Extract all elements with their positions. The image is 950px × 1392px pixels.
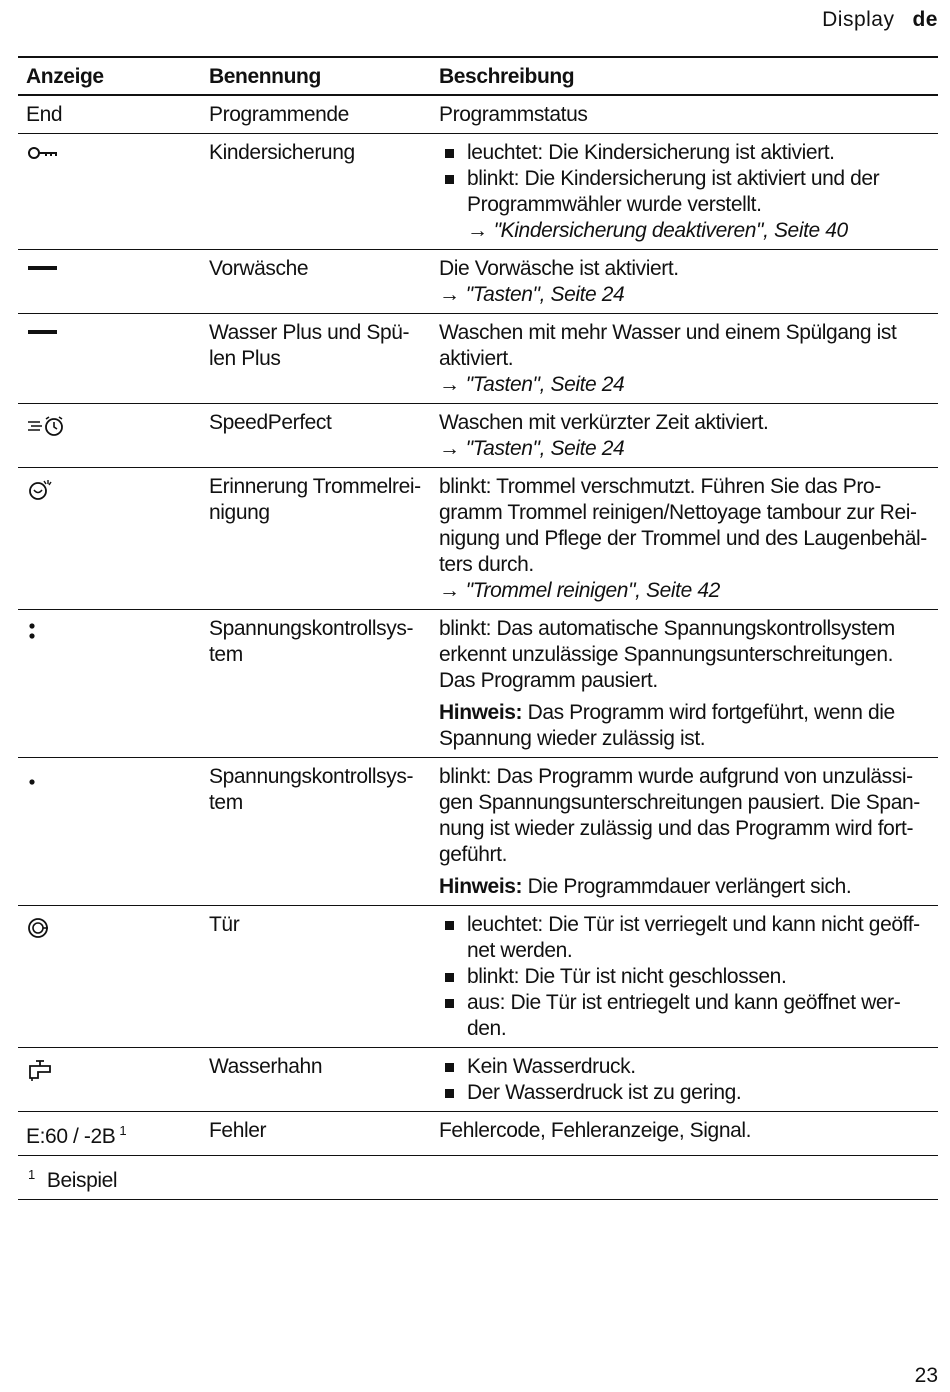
arrow-right-icon: → <box>439 283 460 306</box>
footnote-text: Beispiel <box>46 1169 118 1192</box>
benennung-cell: Kindersicherung <box>209 141 355 164</box>
cross-reference <box>439 578 932 604</box>
door-lock-icon <box>26 916 195 940</box>
anzeige-cell <box>18 134 201 250</box>
page-number: 23 <box>914 1364 938 1387</box>
cross-reference-text: "Tasten", Seite 24 <box>465 283 625 306</box>
anzeige-cell <box>18 610 201 758</box>
description-text: Waschen mit mehr Wasser und einem Spülgang ist aktiviert. <box>439 321 897 370</box>
bar-icon <box>26 324 195 342</box>
drum-clean-icon <box>26 478 195 502</box>
benennung-cell: Programmende <box>209 103 349 126</box>
table-row <box>18 906 938 1048</box>
beschreibung-cell <box>431 134 938 250</box>
table-row <box>18 468 938 610</box>
description-text: blinkt: Das automatische Spannungskontrollsystem erkennt unzulässige Spannungsunterschreitungen. Das Programm pausiert. <box>439 617 895 692</box>
arrow-right-icon: → <box>439 437 460 460</box>
note-label: Hinweis: <box>439 875 523 898</box>
tap-icon <box>26 1058 195 1082</box>
benennung-cell: Spannungskontrollsys-tem <box>209 765 414 814</box>
description-text: Die Vorwäsche ist aktiviert. <box>439 257 679 280</box>
cross-reference <box>439 436 932 462</box>
cross-reference-text: "Trommel reinigen", Seite 42 <box>465 579 720 602</box>
anzeige-cell <box>18 468 201 610</box>
list-item: blinkt: Die Kindersicherung ist aktiviert und der Programmwähler wurde verstellt. <box>439 166 932 218</box>
benennung-cell: Wasserhahn <box>209 1055 323 1078</box>
beschreibung-cell <box>431 250 938 314</box>
anzeige-cell <box>18 1112 201 1156</box>
anzeige-cell <box>18 250 201 314</box>
column-header-anzeige: Anzeige <box>18 57 201 95</box>
beschreibung-cell <box>431 404 938 468</box>
display-table <box>18 56 938 1200</box>
table-row <box>18 250 938 314</box>
cross-reference <box>439 282 932 308</box>
beschreibung-cell <box>431 314 938 404</box>
table-row <box>18 95 938 134</box>
table-row <box>18 1048 938 1112</box>
table-row <box>18 610 938 758</box>
page-header <box>822 8 938 32</box>
bar-icon <box>26 260 195 278</box>
footnote <box>18 1156 938 1200</box>
footnote-marker: 1 <box>119 1123 127 1138</box>
speedperfect-icon <box>26 414 195 438</box>
beschreibung-cell: Fehlercode, Fehleranzeige, Signal. <box>439 1119 752 1142</box>
footnote-number: 1 <box>28 1167 35 1182</box>
table-header-row <box>18 57 938 95</box>
cross-reference-text: "Tasten", Seite 24 <box>465 437 625 460</box>
list-item: aus: Die Tür ist entriegelt und kann geöffnet wer-den. <box>439 990 932 1042</box>
description-text: blinkt: Trommel verschmutzt. Führen Sie das Pro-gramm Trommel reinigen/Nettoyage tambour zur Rei-nigung und Pflege der Trommel und des Laugenbehäl-ters durch. <box>439 475 927 576</box>
note <box>439 874 932 900</box>
beschreibung-cell <box>431 906 938 1048</box>
arrow-right-icon: → <box>439 373 460 396</box>
anzeige-cell <box>18 404 201 468</box>
colon-icon <box>26 620 195 642</box>
beschreibung-cell: Programmstatus <box>439 103 588 126</box>
section-title: Display <box>822 8 895 31</box>
cross-reference-text: "Kindersicherung deaktiveren", Seite 40 <box>493 219 848 242</box>
benennung-cell: Vorwäsche <box>209 257 309 280</box>
description-text: blinkt: Das Programm wurde aufgrund von unzulässi-gen Spannungsunterschreitungen pausiert. Die Span-nung ist wieder zulässig und das Programm wird fort-geführt. <box>439 765 920 866</box>
key-icon <box>26 144 195 162</box>
table-row <box>18 758 938 906</box>
table-row <box>18 314 938 404</box>
cross-reference-text: "Tasten", Seite 24 <box>465 373 625 396</box>
benennung-cell: Wasser Plus und Spü-len Plus <box>209 321 410 370</box>
bullet-list <box>439 1054 932 1106</box>
table-row <box>18 404 938 468</box>
cross-reference <box>439 372 932 398</box>
bullet-list <box>439 140 932 218</box>
note-text: Das Programm wird fortgeführt, wenn die Spannung wieder zulässig ist. <box>439 701 895 750</box>
description-text: Waschen mit verkürzter Zeit aktiviert. <box>439 411 769 434</box>
beschreibung-cell <box>431 610 938 758</box>
list-item: leuchtet: Die Tür ist verriegelt und kann nicht geöff-net werden. <box>439 912 932 964</box>
list-item: Der Wasserdruck ist zu gering. <box>439 1080 932 1106</box>
list-item: leuchtet: Die Kindersicherung ist aktiviert. <box>439 140 932 166</box>
arrow-right-icon: → <box>439 579 460 602</box>
table-row <box>18 134 938 250</box>
anzeige-cell <box>18 1048 201 1112</box>
list-item: blinkt: Die Tür ist nicht geschlossen. <box>439 964 932 990</box>
dot-icon <box>26 768 195 790</box>
table-row <box>18 1112 938 1156</box>
column-header-beschreibung: Beschreibung <box>431 57 938 95</box>
anzeige-cell <box>18 314 201 404</box>
beschreibung-cell <box>431 758 938 906</box>
benennung-cell: Erinnerung Trommelrei-nigung <box>209 475 421 524</box>
anzeige-cell <box>18 758 201 906</box>
column-header-benennung: Benennung <box>201 57 431 95</box>
footnote-row <box>18 1156 938 1200</box>
error-code: E:60 / -2B <box>26 1125 116 1148</box>
benennung-cell: SpeedPerfect <box>209 411 332 434</box>
benennung-cell: Spannungskontrollsys-tem <box>209 617 414 666</box>
arrow-right-icon: → <box>467 219 488 242</box>
benennung-cell: Fehler <box>209 1119 267 1142</box>
anzeige-cell: End <box>26 103 63 126</box>
benennung-cell: Tür <box>209 913 240 936</box>
list-item: Kein Wasserdruck. <box>439 1054 932 1080</box>
note-text: Die Programmdauer verlängert sich. <box>527 875 852 898</box>
anzeige-cell <box>18 906 201 1048</box>
beschreibung-cell <box>431 1048 938 1112</box>
cross-reference <box>439 218 932 244</box>
note-label: Hinweis: <box>439 701 523 724</box>
language-tag: de <box>912 8 938 31</box>
beschreibung-cell <box>431 468 938 610</box>
note <box>439 700 932 752</box>
bullet-list <box>439 912 932 1042</box>
